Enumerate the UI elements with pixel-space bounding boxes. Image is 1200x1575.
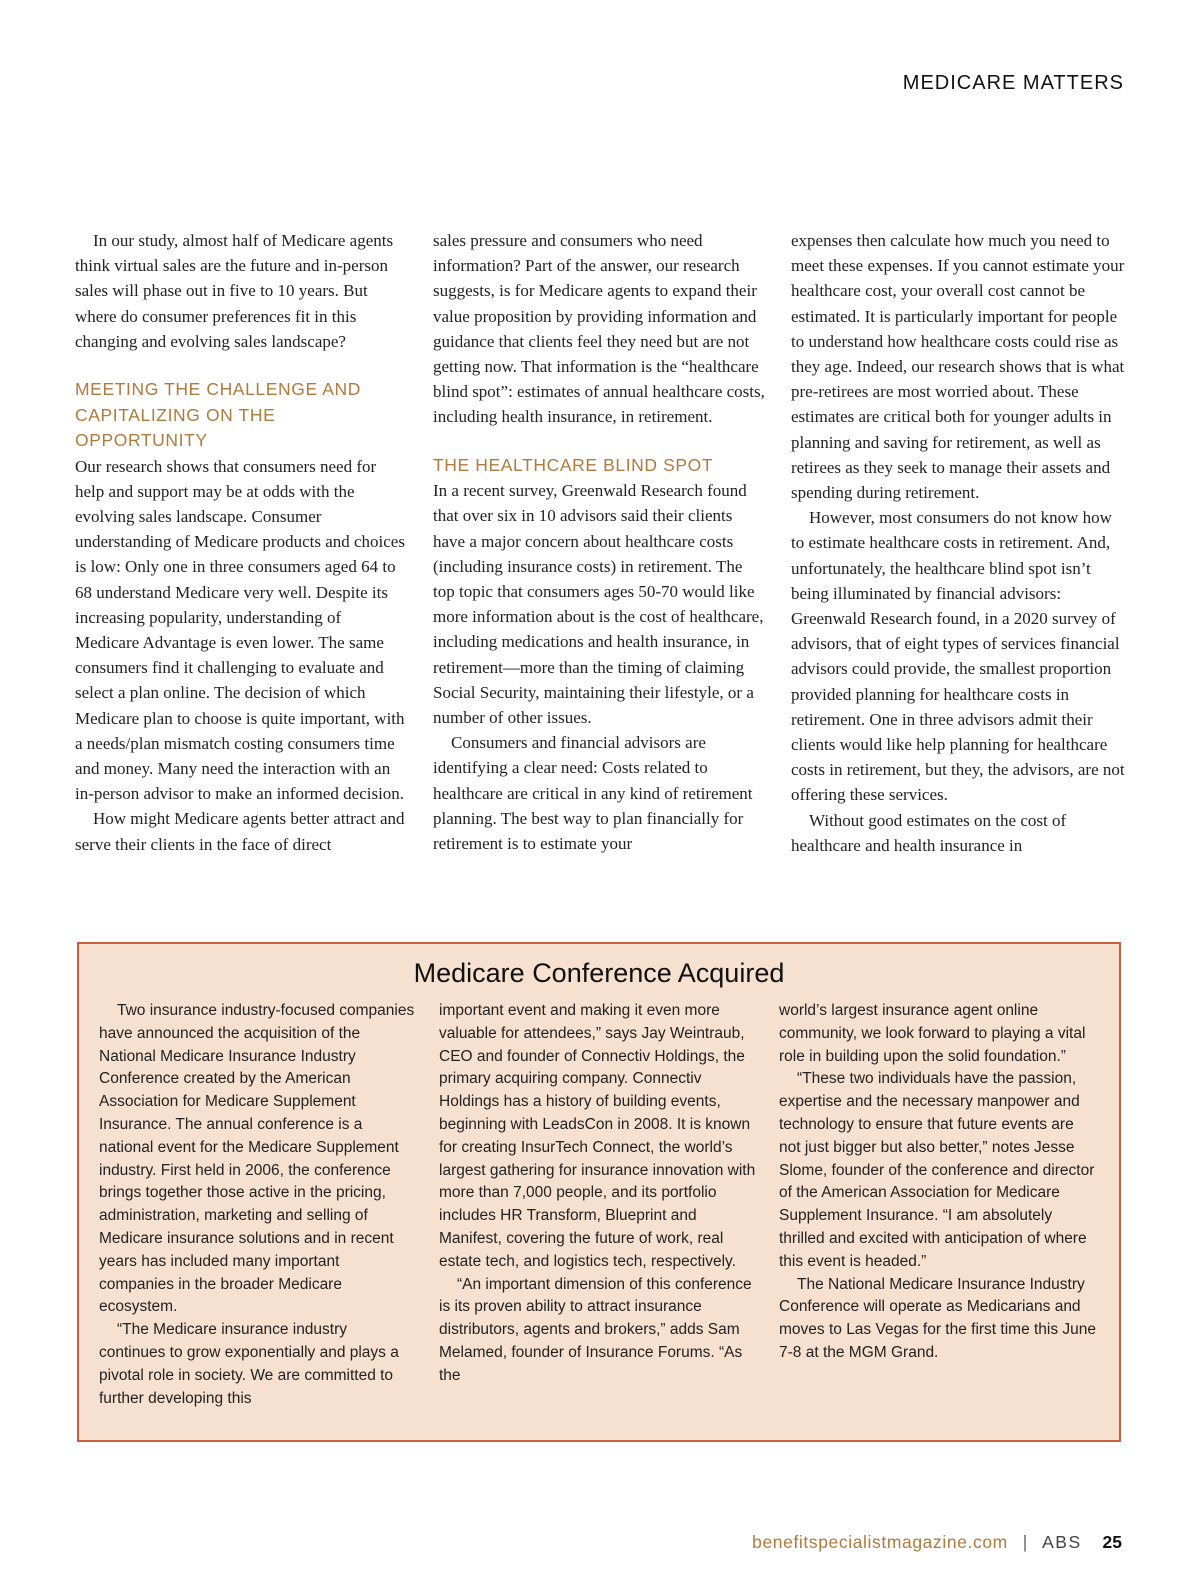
- article-paragraph: Our research shows that consumers need for help and support may be at odds with the evolving sales landscape. Consumer understanding of Medicare products and choices is low: Only one in three consumers aged 64 to 68 understand Medicare very well. Despite its increasing popularity, understanding of Medicare Advantage is even lower. The same consumers find it challenging to evaluate and select a plan online. The decision of which Medicare plan to choose is quite important, with a needs/plan mismatch costing consumers time and money. Many need the interaction with an in-person advisor to make an informed decision.: [75, 456, 405, 804]
- article-body: [75, 228, 1125, 858]
- section-heading: THE HEALTHCARE BLIND SPOT: [433, 454, 714, 475]
- sidebar-paragraph: “An important dimension of this conference is its proven ability to attract insurance distributors, agents and brokers,” adds Sam Melamed, founder of Insurance Forums. “As the: [439, 1275, 752, 1384]
- sidebar-columns: [99, 1000, 1097, 1410]
- sidebar-paragraph: The National Medicare Insurance Industry Conference will operate as Medicarians and moves to Las Vegas for the first time this June 7-8 at the MGM Grand.: [779, 1275, 1097, 1361]
- sidebar-column-1: [99, 1000, 417, 1410]
- article-paragraph: In a recent survey, Greenwald Research found that over six in 10 advisors said their clients have a major concern about healthcare costs (including insurance costs) in retirement. The top topic that consumers ages 50-70 would like more information about is the cost of healthcare, including medications and health insurance, in retirement—more than the timing of claiming Social Security, maintaining their lifestyle, or a number of other issues.: [433, 481, 764, 727]
- article-paragraph: Without good estimates on the cost of healthcare and health insurance in: [791, 810, 1067, 855]
- footer-separator: |: [1022, 1532, 1028, 1552]
- article-paragraph: How might Medicare agents better attract and serve their clients in the face of direct: [75, 809, 405, 854]
- page-number: 25: [1102, 1532, 1122, 1552]
- sidebar-column-2: [439, 1000, 757, 1410]
- section-heading: MEETING THE CHALLENGE AND CAPITALIZING ON THE OPPORTUNITY: [75, 379, 361, 451]
- sidebar-box: [77, 942, 1121, 1442]
- footer-website-link[interactable]: benefitspecialistmagazine.com: [752, 1532, 1008, 1552]
- article-paragraph: sales pressure and consumers who need information? Part of the answer, our research suggests, is for Medicare agents to expand their value proposition by providing information and guidance that clients feel they need but are not getting now. That information is the “healthcare blind spot”: estimates of annual healthcare costs, including health insurance, in retirement.: [433, 231, 765, 427]
- sidebar-paragraph: important event and making it even more valuable for attendees,” says Jay Weintraub, CEO and founder of Connectiv Holdings, the primary acquiring company. Connectiv Holdings has a history of building events, beginning with LeadsCon in 2008. It is known for creating InsurTech Connect, the world’s largest gathering for insurance innovation with more than 7,000 people, and its portfolio includes HR Transform, Blueprint and Manifest, covering the future of work, real estate tech, and logistics tech, respectively.: [439, 1002, 756, 1270]
- sidebar-paragraph: Two insurance industry-focused companies have announced the acquisition of the National Medicare Insurance Industry Conference created by the American Association for Medicare Supplement Insurance. The annual conference is a national event for the Medicare Supplement industry. First held in 2006, the conference brings together those active in the pricing, administration, marketing and selling of Medicare insurance solutions and in recent years has included many important companies in the broader Medicare ecosystem.: [99, 1002, 415, 1316]
- article-column-2: [433, 228, 767, 858]
- sidebar-column-3: [779, 1000, 1097, 1410]
- article-column-3: [791, 228, 1125, 858]
- article-paragraph: However, most consumers do not know how to estimate healthcare costs in retirement. And, unfortunately, the healthcare blind spot isn’t being illuminated by financial advisors: Greenwald Research found, in a 2020 survey of advisors, that of eight types of services financial advisors could provide, the smallest proportion provided planning for healthcare costs in retirement. One in three advisors admit their clients would like help planning for healthcare costs in retirement, but they, the advisors, are not offering these services.: [791, 508, 1125, 805]
- sidebar-paragraph: “The Medicare insurance industry continues to grow exponentially and plays a pivotal role in society. We are committed to further developing this: [99, 1321, 399, 1407]
- article-paragraph: Consumers and financial advisors are identifying a clear need: Costs related to healthcare are critical in any kind of retirement planning. The best way to plan financially for retirement is to estimate your: [433, 733, 753, 853]
- sidebar-paragraph: “These two individuals have the passion, expertise and the necessary manpower and technology to ensure that future events are not just bigger but also better,” notes Jesse Slome, founder of the conference and director of the American Association for Medicare Supplement Insurance. “I am absolutely thrilled and excited with anticipation of where this event is headed.”: [779, 1070, 1095, 1270]
- page-footer: [752, 1532, 1122, 1553]
- sidebar-title: Medicare Conference Acquired: [413, 958, 785, 988]
- article-paragraph: expenses then calculate how much you need to meet these expenses. If you cannot estimate your healthcare cost, your overall cost cannot be estimated. It is particularly important for people to understand how healthcare costs could rise as they age. Indeed, our research shows that is what pre-retirees are most worried about. These estimates are critical both for younger adults in planning and saving for retirement, as well as retirees as they seek to manage their assets and spending during retirement.: [791, 231, 1125, 503]
- footer-magazine-name: ABS: [1042, 1532, 1082, 1552]
- article-column-1: [75, 228, 409, 858]
- sidebar-paragraph: world’s largest insurance agent online community, we look forward to playing a vital role in building upon the solid foundation.”: [779, 1002, 1086, 1065]
- section-title: MEDICARE MATTERS: [902, 72, 1124, 94]
- article-paragraph: In our study, almost half of Medicare agents think virtual sales are the future and in-person sales will phase out in five to 10 years. But where do consumer preferences fit in this changing and evolving sales landscape?: [75, 231, 394, 351]
